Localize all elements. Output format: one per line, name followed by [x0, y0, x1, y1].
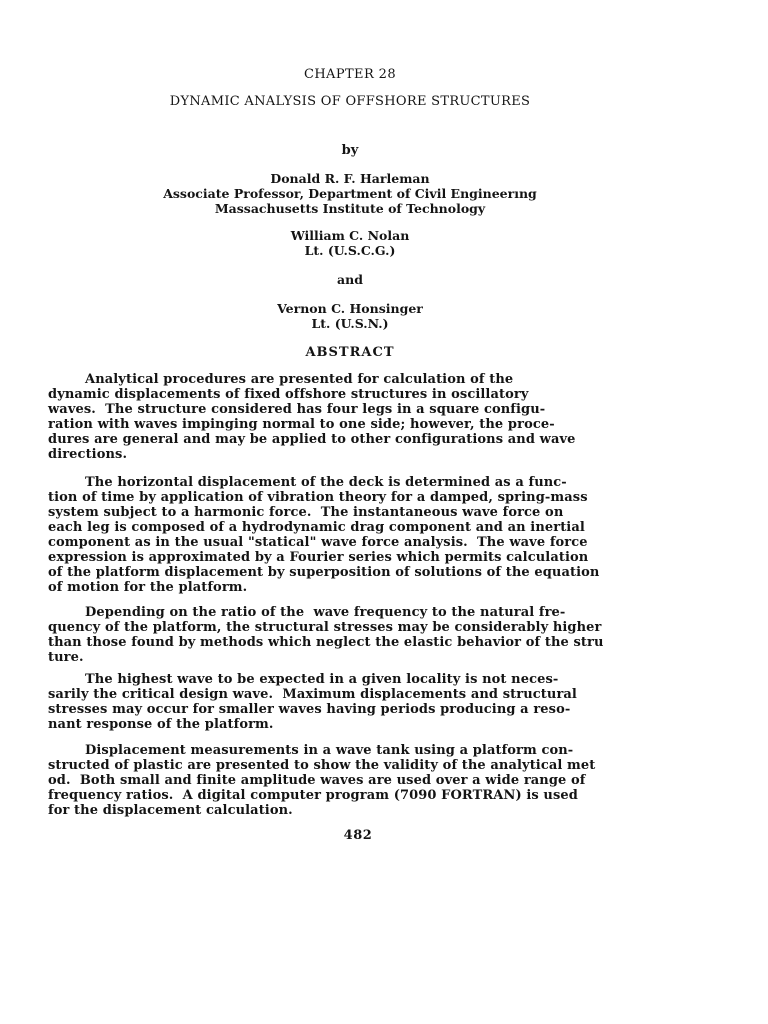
abstract-heading: ABSTRACT: [305, 345, 395, 360]
author-2-name: William C. Nolan: [290, 228, 410, 243]
chapter-number: CHAPTER 28: [303, 67, 397, 82]
paragraph-3-line: Depending on the ratio of the wave frequency to the natural fre-: [48, 605, 566, 620]
paragraph-2-line: each leg is composed of a hydrodynamic drag component and an inertial: [48, 520, 585, 535]
paragraph-5-line: Displacement measurements in a wave tank using a platform con-: [48, 743, 574, 758]
paragraph-1-line: waves. The structure considered has four legs in a square configu-: [48, 402, 546, 417]
paragraph-5-line: od. Both small and finite amplitude waves are used over a wide range of: [48, 773, 586, 788]
paragraph-3-line: than those found by methods which neglect the elastic behavior of the stru: [48, 635, 604, 650]
paragraph-1-line: Analytical procedures are presented for calculation of the: [48, 372, 514, 387]
paragraph-4-line: nant response of the platform.: [48, 717, 274, 732]
paragraph-5-line: for the displacement calculation.: [48, 803, 293, 818]
author-3-name: Vernon C. Honsinger: [277, 301, 423, 316]
author-1-affiliation: Associate Professor, Department of Civil Engineerıng: [163, 186, 537, 201]
paragraph-3-line: ture.: [48, 650, 84, 665]
paragraph-2-line: component as in the usual "statical" wave force analysis. The wave force: [48, 535, 588, 550]
paragraph-4-line: sarily the critical design wave. Maximum displacements and structural: [48, 687, 577, 702]
paper-title: DYNAMIC ANALYSIS OF OFFSHORE STRUCTURES: [169, 94, 531, 109]
paragraph-2-line: of motion for the platform.: [48, 580, 248, 595]
byline: by: [341, 143, 359, 158]
paragraph-3-line: quency of the platform, the structural stresses may be considerably higher: [48, 620, 602, 635]
paragraph-1-line: dynamic displacements of fixed offshore structures in oscillatory: [48, 387, 529, 402]
author-1-institution: Massachusetts Institute of Technology: [214, 201, 486, 216]
paragraph-1-line: directions.: [48, 447, 128, 462]
paragraph-4-line: stresses may occur for smaller waves having periods producing a reso-: [48, 702, 571, 717]
author-3-rank: Lt. (U.S.N.): [311, 316, 389, 331]
paragraph-5-line: frequency ratios. A digital computer program (7090 FORTRAN) is used: [48, 788, 578, 803]
paragraph-2-line: of the platform displacement by superposition of solutions of the equation: [48, 565, 600, 580]
paragraph-2-line: expression is approximated by a Fourier series which permits calculation: [48, 550, 589, 565]
paragraph-2-line: tion of time by application of vibration theory for a damped, spring-mass: [48, 490, 588, 505]
page-number: 482: [343, 828, 373, 843]
paragraph-1-line: ration with waves impinging normal to one side; however, the proce-: [48, 417, 555, 432]
paragraph-4-line: The highest wave to be expected in a given locality is not neces-: [48, 672, 559, 687]
paragraph-1-line: dures are general and may be applied to other configurations and wave: [48, 432, 576, 447]
paragraph-2-line: The horizontal displacement of the deck is determined as a func-: [48, 475, 567, 490]
paragraph-5-line: structed of plastic are presented to show the validity of the analytical met: [48, 758, 596, 773]
author-conjunction: and: [337, 272, 363, 287]
author-1-name: Donald R. F. Harleman: [270, 171, 430, 186]
author-2-rank: Lt. (U.S.C.G.): [304, 243, 396, 258]
paragraph-2-line: system subject to a harmonic force. The instantaneous wave force on: [48, 505, 564, 520]
